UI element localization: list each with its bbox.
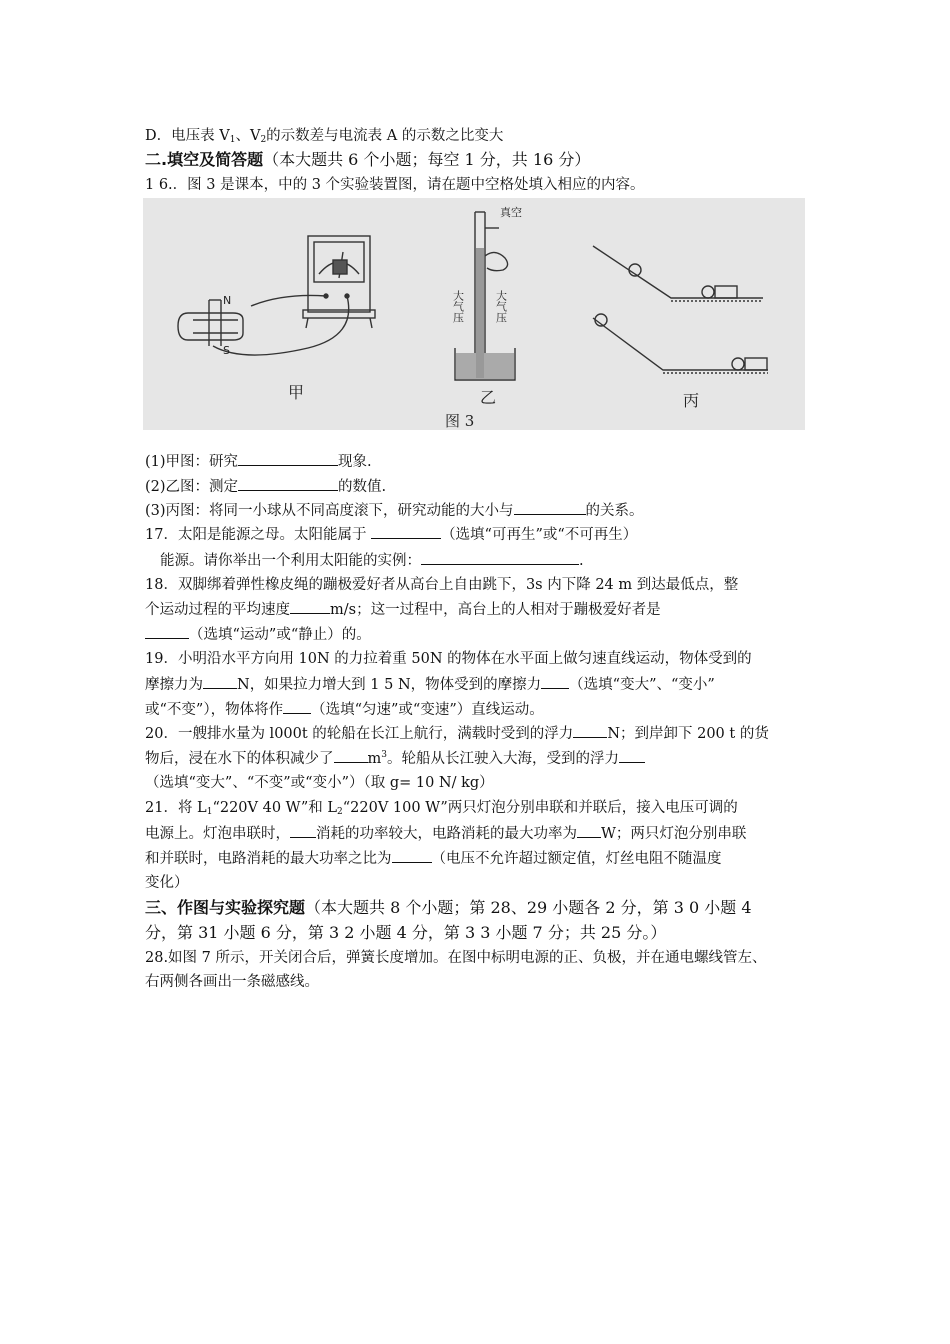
blank[interactable] [392,848,432,863]
q20-line-2: 物后，浸在水下的体积减少了 $m^3$。轮船从长江驶入大海，受到的浮力 [145,748,645,769]
q21-line-3: 和并联时，电路消耗的最大功率之比为 （电压不允许超过额定值，灯丝电阻不随温度 [145,848,722,869]
blank[interactable] [421,550,579,565]
q28-line-1: 28.如图 7 所示，开关闭合后，弹簧长度增加。在图中标明电源的正、负极，并在通电螺线管左、 [145,950,767,966]
blank[interactable] [283,699,311,714]
blank[interactable] [290,823,316,838]
blank[interactable] [334,748,368,763]
blank[interactable] [238,476,338,491]
q20-line-3: （选填“变大”、“不变”或“变小”）（取 g= 10 N/ kg） [145,775,494,791]
blank[interactable] [514,500,586,515]
label-jia: 甲 [288,383,305,402]
q16-part-3: (3)丙图：将同一小球从不同高度滚下，研究动能的大小与 的关系。 [145,500,644,521]
q21-line-4: 变化） [145,875,189,891]
q16-stem: 1 6.．图 3 是课本，中的 3 个实验装置图，请在题中空格处填入相应的内容。 [145,177,645,193]
q19-line-1: 19．小明沿水平方向用 10N 的力拉着重 50N 的物体在水平面上做匀速直线运动，物体受到的 [145,651,752,667]
figure-3 [143,198,805,430]
section-3-heading: 三、作图与实验探究题（本大题共 8 个小题；第 28、29 小题各 2 分，第 3 0 小题 4 [145,898,752,917]
q20-line-1: 20．一艘排水量为 l000t 的轮船在长江上航行，满载时受到的浮力 N；到岸卸下 200 t 的货 [145,723,769,744]
atm-left-label: 大气压 [451,290,465,323]
blank[interactable] [203,674,237,689]
figure-bing-apparatus [593,246,768,373]
label-bing: 丙 [683,391,700,410]
q17-line-1: 17．太阳是能源之母。太阳能属于 （选填“可再生”或“不可再生） [145,524,637,545]
figure-jia-apparatus [178,236,375,355]
pole-s-label: S [223,344,230,357]
q28-line-2: 右两侧各画出一条磁感线。 [145,974,319,990]
blank[interactable] [619,748,645,763]
q19-line-3: 或“不变”），物体将作 （选填“匀速”或“变速”）直线运动。 [145,699,544,720]
label-yi: 乙 [480,388,497,407]
q21-line-2: 电源上。灯泡串联时， 消耗的功率较大，电路消耗的最大功率为 W；两只灯泡分别串联 [145,823,746,844]
blank[interactable] [541,674,569,689]
pole-n-label: N [223,294,232,307]
blank[interactable] [290,599,330,614]
q18-line-3: （选填“运动”或“静止）的。 [145,624,371,645]
q17-line-2: 能源。请你举出一个利用太阳能的实例： . [160,550,584,571]
atm-right-label: 大气压 [494,290,508,323]
q16-part-2: (2)乙图：测定 的数值. [145,476,386,497]
q18-line-2: 个运动过程的平均速度 m/s；这一过程中，高台上的人相对于蹦极爱好者是 [145,599,661,620]
q18-line-1: 18．双脚绑着弹性橡皮绳的蹦极爱好者从高台上自由跳下，3s 内下降 24 m 到达最低点，整 [145,577,739,593]
q19-line-2: 摩擦力为 N，如果拉力增大到 1 5 N，物体受到的摩擦力 （选填“变大”、“变小” [145,674,715,695]
figure-caption: 图 3 [445,412,475,430]
section-3-note: 分，第 31 小题 6 分，第 3 2 小题 4 分，第 3 3 小题 7 分；共 25 分。） [145,923,667,942]
section-2-heading: 二.填空及简答题（本大题共 6 个小题；每空 1 分，共 16 分） [145,150,591,169]
blank[interactable] [145,624,189,639]
q16-part-1: (1)甲图：研究 现象. [145,451,372,472]
q15-option-d: D．电压表 $V_1$、$V_2$的示数差与电流表 A 的示数之比变大 [145,128,504,145]
blank[interactable] [573,723,607,738]
vacuum-label: 真空 [500,206,522,219]
blank[interactable] [238,451,338,466]
q21-line-1: 21．将 $L_1“220V$ 40 W”和 $L_2“220V$ 100 W”两只灯泡分别串联和并联后，接入电压可调的 [145,800,738,817]
blank[interactable] [371,524,441,539]
blank[interactable] [577,823,601,838]
